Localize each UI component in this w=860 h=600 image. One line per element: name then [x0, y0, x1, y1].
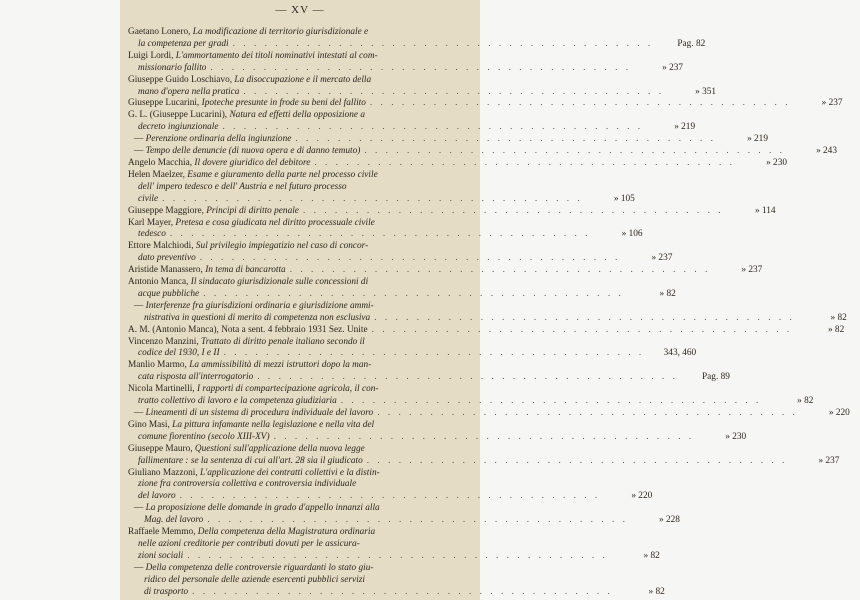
entry-author: Giuseppe Mauro, [128, 443, 193, 454]
entry-title: Sul privilegio impiegatizio nel caso di concor- [195, 241, 369, 252]
index-entry [120, 205, 776, 218]
entry-title: Esame e giuramento della parte nel processo civile [187, 169, 378, 180]
entry-page: » 243 [816, 146, 837, 157]
entry-page: » 237 [651, 253, 673, 264]
index-entry [120, 146, 837, 158]
entry-title: Questioni sull'applicazione della nuova legge [194, 443, 365, 454]
entry-author: Gino Masi, [128, 419, 170, 430]
entry-title: Tempo delle denuncie (di nuova opera e di danno temuto) [145, 146, 361, 157]
index-entry [120, 467, 653, 504]
entry-title: L'ammortamento dei titoli nominativi intestati al com- [175, 50, 378, 61]
leader-dots: . . . . . . . . . . . . . . . . . . . . . . . . . . . . . . . . . . . . . . . . [222, 122, 644, 133]
entry-page: Pag. 82 [677, 38, 706, 49]
entry-author: Raffaele Memmo, [128, 527, 196, 538]
entry-author: Luigi Lordi, [128, 50, 174, 61]
entry-title: Perenzione ordinaria della ingiunzione [145, 134, 292, 145]
leader-dots: . . . . . . . . . . . . . . . . . . . . . . . . . . . . . . . . . . . . . . . . [369, 98, 791, 109]
leader-dots: . . . . . . . . . . . . . . . . . . . . . . . . . . . . . . . . . . . . . . . . [366, 455, 788, 466]
entry-page: » 82 [827, 324, 845, 335]
index-entry [120, 217, 643, 242]
index-entry [120, 408, 850, 420]
entry-author: Giuseppe Guido Loschiavo, [128, 74, 233, 85]
entry-title: dell' impero tedesco e dell' Austria e nel futuro processo [138, 181, 347, 192]
page-number-header: — XV — [275, 4, 325, 16]
entry-author: Giuliano Mazzoni, [128, 467, 198, 478]
entry-page: » 230 [766, 157, 787, 168]
leader-dots: . . . . . . . . . . . . . . . . . . . . . . . . . . . . . . . . . . . . . . . . [187, 550, 608, 561]
index-entry [120, 98, 843, 110]
entry-author: — [134, 408, 144, 418]
leader-dots: . . . . . . . . . . . . . . . . . . . . . . . . . . . . . . . . . . . . . . . . [169, 229, 591, 240]
entry-title: cata risposta all'interrogatorio [138, 372, 254, 383]
entry-title: Pretesa e cosa giudicata nel diritto processuale civile [175, 217, 375, 228]
entry-title: fallimentare : se la sentenza di cui all'art. 28 sia il giudicato [138, 455, 363, 466]
entry-page: » 220 [828, 408, 850, 418]
index-entry [120, 324, 845, 337]
entry-title: La ammissibilità di mezzi istruttori dopo la man- [189, 360, 372, 371]
entry-page: » 105 [613, 193, 635, 204]
entry-page: » 219 [674, 122, 696, 133]
entry-page: » 237 [821, 98, 843, 109]
entry-title: missionario fallito [138, 62, 207, 73]
index-entry [120, 443, 840, 468]
entry-title: di trasporto [144, 586, 189, 597]
entry-page: » 237 [818, 455, 840, 466]
entry-page: » 114 [754, 205, 776, 216]
entry-author: Vincenzo Manzini, [128, 336, 199, 347]
entry-title: Interferenze fra giurisdizioni ordinaria e giurisdizione ammi- [145, 300, 374, 311]
entry-author: Giuseppe Maggiore, [128, 205, 204, 216]
entry-author: Giuseppe Lucarini, [128, 98, 200, 109]
leader-dots: . . . . . . . . . . . . . . . . . . . . . . . . . . . . . . . . . . . . . . . . [374, 312, 795, 323]
index-entry [120, 157, 787, 170]
leader-dots: . . . . . . . . . . . . . . . . . . . . . . . . . . . . . . . . . . . . . . . . [364, 146, 785, 157]
entry-page: » 219 [747, 134, 768, 145]
entry-page: » 230 [725, 431, 747, 442]
entry-author: Angelo Macchia, [128, 157, 193, 168]
index-entry [120, 384, 814, 408]
entry-page: » 82 [797, 396, 814, 407]
index-entry [120, 50, 684, 75]
entry-title: la competenza per gradi [138, 38, 229, 49]
entry-page: » 228 [659, 515, 680, 526]
entry-title: del lavoro [138, 491, 176, 502]
entry-title: zione fra controversia collettiva e controversia individuale [138, 479, 357, 490]
entry-author: — [134, 134, 144, 145]
entry-author: — [134, 503, 144, 514]
leader-dots: . . . . . . . . . . . . . . . . . . . . . . . . . . . . . . . . . . . . . . . . [314, 157, 735, 168]
entry-page: » 106 [621, 229, 643, 240]
entry-page: » 237 [741, 265, 763, 276]
entry-title: acque pubbliche [138, 288, 200, 299]
entry-title: nelle azioni creditorie per contributi dovuti per le assicura- [138, 538, 360, 549]
leader-dots: . . . . . . . . . . . . . . . . . . . . . . . . . . . . . . . . . . . . . . . . [243, 86, 665, 97]
entry-page: » 351 [695, 86, 717, 97]
leader-dots: . . . . . . . . . . . . . . . . . . . . . . . . . . . . . . . . . . . . . . . . [377, 408, 798, 418]
entry-page: » 237 [662, 62, 684, 73]
entry-author: Aristide Manassero, [128, 265, 203, 276]
leader-dots: . . . . . . . . . . . . . . . . . . . . . . . . . . . . . . . . . . . . . . . . [257, 372, 678, 383]
entry-title: Della competenza delle controversie riguardanti lo stato giu- [145, 562, 374, 573]
index-entry [120, 360, 730, 384]
entry-title: Mag. del lavoro [144, 515, 204, 526]
leader-dots: . . . . . . . . . . . . . . . . . . . . . . . . . . . . . . . . . . . . . . . . [162, 193, 583, 204]
entry-page: » 82 [830, 312, 847, 323]
index-entry [120, 503, 680, 527]
leader-dots: . . . . . . . . . . . . . . . . . . . . . . . . . . . . . . . . . . . . . . . . [199, 253, 621, 264]
index-entries [120, 27, 850, 599]
entry-author: — [134, 146, 144, 157]
entry-page: » 220 [631, 491, 653, 502]
entry-title: dato preventivo [138, 253, 196, 264]
entry-title: Il dovere giuridico del debitore [194, 157, 311, 168]
leader-dots: . . . . . . . . . . . . . . . . . . . . . . . . . . . . . . . . . . . . . . . . [302, 205, 724, 216]
index-entry [120, 527, 660, 563]
index-entry [120, 74, 717, 99]
entry-title: tedesco [138, 229, 166, 240]
leader-dots: . . . . . . . . . . . . . . . . . . . . . . . . . . . . . . . . . . . . . . . . [210, 62, 632, 73]
entry-title: civile [138, 193, 159, 204]
entry-author: Antonio Manca, [128, 277, 189, 288]
leader-dots: . . . . . . . . . . . . . . . . . . . . . . . . . . . . . . . . . . . . . . . . [179, 491, 601, 502]
entry-author: Helen Maelzer, [128, 169, 185, 180]
entry-author: G. L. (Giuseppe Lucarini), [128, 110, 228, 121]
entry-title: codice del 1930, I e II [138, 348, 220, 359]
index-entry [120, 265, 763, 277]
entry-title: Lineamenti di un sistema di procedura individuale del lavoro [145, 408, 374, 418]
entry-title: In tema di bancarotta [205, 265, 286, 276]
leader-dots: . . . . . . . . . . . . . . . . . . . . . . . . . . . . . . . . . . . . . . . . [295, 134, 716, 145]
entry-page: » 82 [643, 550, 660, 561]
entry-title: Natura ed effetti della opposizione a [229, 110, 366, 121]
entry-page: » 82 [648, 586, 665, 597]
index-entry [120, 27, 706, 51]
book-page [120, 0, 850, 600]
entry-title: decreto ingiunzionale [138, 122, 219, 133]
entry-author: A. M. (Antonio Manca), [128, 324, 219, 335]
index-entry [120, 419, 747, 444]
entry-title: Principi di diritto penale [206, 205, 299, 216]
entry-title: La modificazione di territorio giurisdizionale e [192, 27, 369, 37]
entry-title: comune fiorentino (secolo XIII-XV) [138, 431, 270, 442]
entry-title: I rapporti di compartecipazione agricola, il con- [196, 384, 379, 395]
index-entry [120, 134, 768, 146]
entry-title: Trattato di diritto penale italiano secondo il [201, 336, 365, 347]
leader-dots: . . . . . . . . . . . . . . . . . . . . . . . . . . . . . . . . . . . . . . . . [207, 515, 628, 526]
entry-title: nistrativa in questioni di merito di competenza non esclusiva [144, 312, 371, 323]
entry-author: Ettore Malchiodi, [128, 241, 194, 252]
index-entry [120, 300, 847, 325]
entry-title: mano d'opera nella pratica [138, 86, 240, 97]
entry-author: — [134, 562, 144, 573]
entry-title: La pittura infamante nella legislazione e nella vita del [172, 419, 375, 430]
leader-dots: . . . . . . . . . . . . . . . . . . . . . . . . . . . . . . . . . . . . . . . . [232, 38, 654, 49]
entry-title: zioni sociali [138, 550, 184, 561]
entry-author: Gaetano Lonero, [128, 27, 191, 37]
entry-title: Della competenza della Magistratura ordinaria [197, 527, 376, 538]
leader-dots: . . . . . . . . . . . . . . . . . . . . . . . . . . . . . . . . . . . . . . . . [223, 348, 645, 359]
index-entry [120, 562, 665, 599]
leader-dots: . . . . . . . . . . . . . . . . . . . . . . . . . . . . . . . . . . . . . . . . [203, 288, 624, 299]
entry-title: Ipoteche presunte in frode su beni del fallito [201, 98, 366, 109]
index-entry [120, 277, 676, 301]
entry-title: tratto collettivo di lavoro e la competenza giudiziaria [138, 396, 337, 407]
entry-title: L'applicazione dei contratti collettivi e la distin- [200, 467, 380, 478]
index-entry [120, 169, 635, 206]
entry-title: Nota a sent. 4 febbraio 1931 Sez. Unite [221, 324, 368, 335]
leader-dots: . . . . . . . . . . . . . . . . . . . . . . . . . . . . . . . . . . . . . . . . [371, 324, 793, 335]
entry-page: » 82 [659, 288, 676, 299]
entry-author: — [134, 300, 144, 311]
entry-title: Il sindacato giurisdizionale sulle concessioni di [190, 277, 369, 288]
entry-author: Karl Mayer, [128, 217, 174, 228]
index-entry [120, 110, 696, 134]
entry-title: La disoccupazione e il mercato della [234, 74, 372, 85]
index-entry [120, 241, 673, 265]
entry-title: ridico del personale delle aziende esercenti pubblici servizi [144, 574, 365, 585]
entry-author: Nicola Martinelli, [128, 384, 195, 395]
entry-author: Manlio Marmo, [128, 360, 187, 371]
leader-dots: . . . . . . . . . . . . . . . . . . . . . . . . . . . . . . . . . . . . . . . . [340, 396, 762, 407]
leader-dots: . . . . . . . . . . . . . . . . . . . . . . . . . . . . . . . . . . . . . . . . [192, 586, 613, 597]
leader-dots: . . . . . . . . . . . . . . . . . . . . . . . . . . . . . . . . . . . . . . . . [273, 431, 695, 442]
entry-page: 343, 460 [663, 348, 697, 359]
entry-page: Pag. 89 [702, 372, 730, 383]
index-entry [120, 336, 697, 361]
entry-title: La proposizione delle domande in grado d'appello innanzi alla [145, 503, 380, 514]
leader-dots: . . . . . . . . . . . . . . . . . . . . . . . . . . . . . . . . . . . . . . . . [289, 265, 711, 276]
